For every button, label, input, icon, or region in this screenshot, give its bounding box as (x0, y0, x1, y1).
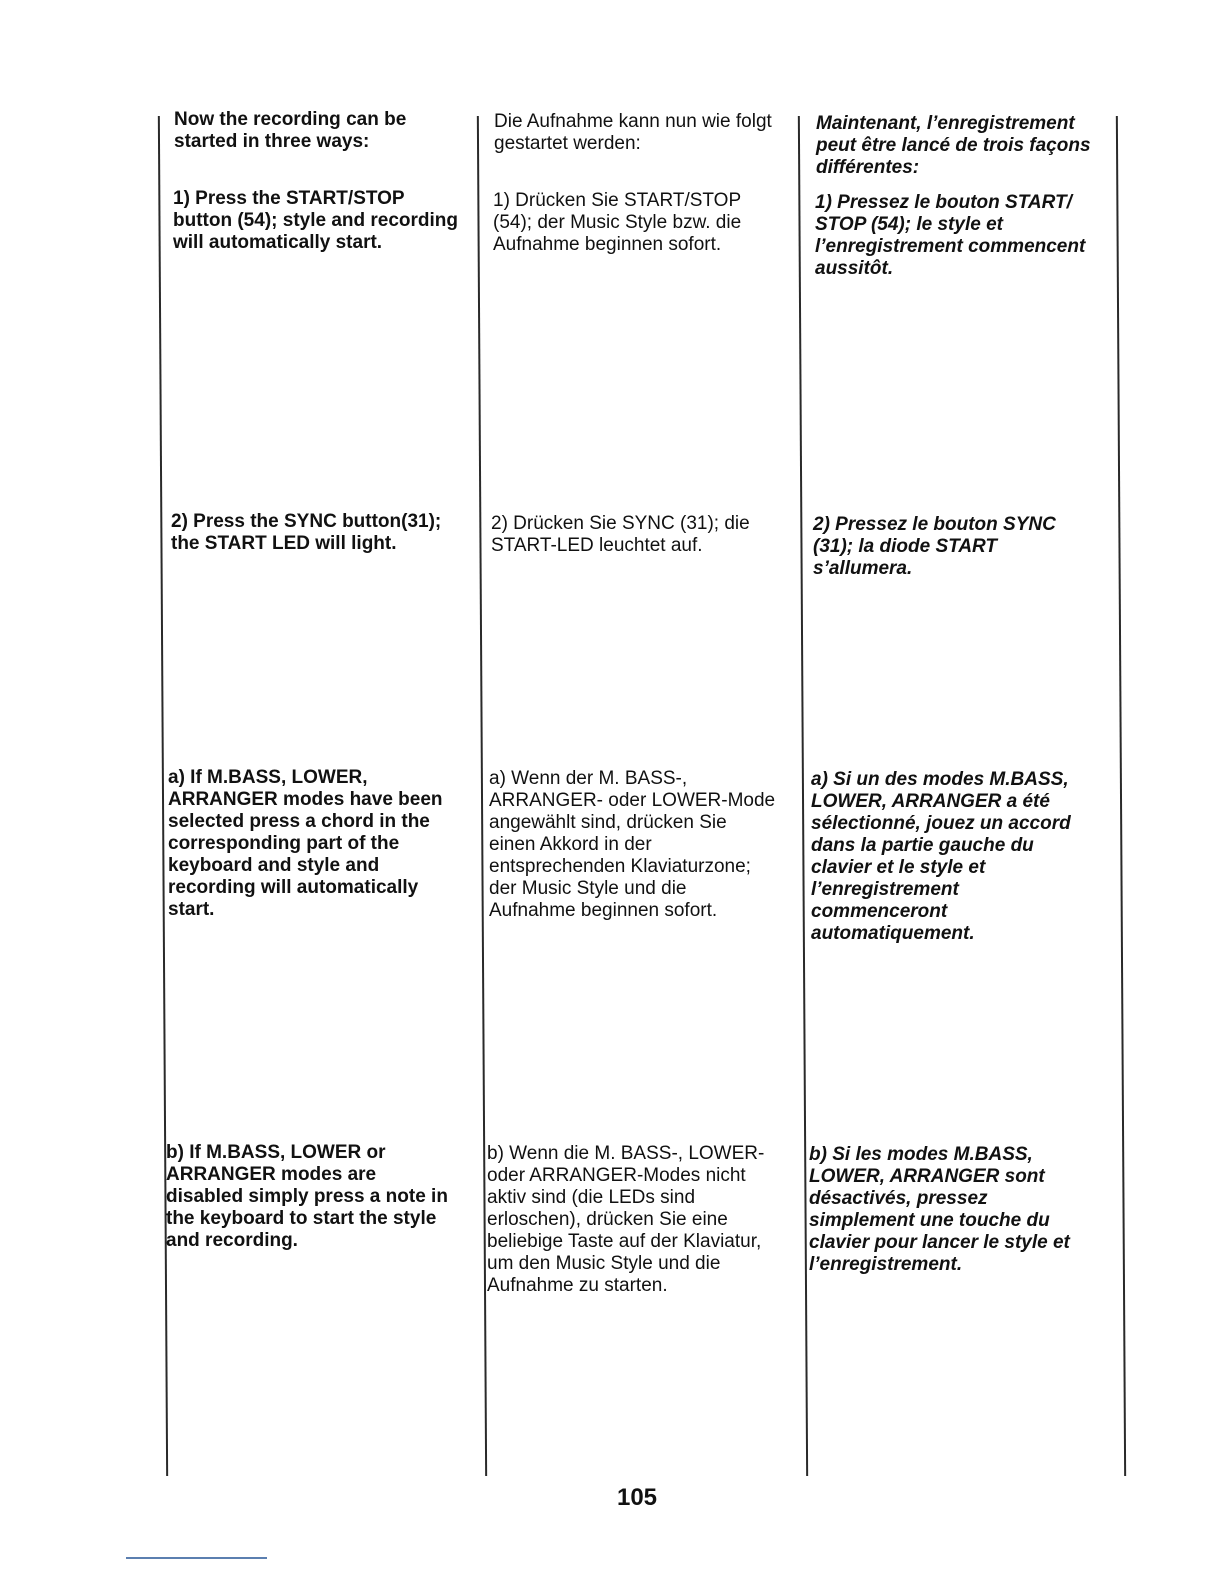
german-step-2: 2) Drücken Sie SYNC (31); die START-LED leuchtet auf. (491, 513, 750, 556)
footer-rule (126, 1557, 267, 1559)
page-number: 105 (616, 1484, 658, 1511)
german-step-2a: a) Wenn der M. BASS-, ARRANGER- oder LOWER-Mode angewählt sind, drücken Sie einen Akkord in der entsprechenden Klaviaturzone; der Music Style und die Aufnahme beginnen sofort. (489, 768, 776, 921)
column-divider-outer (1116, 116, 1126, 1476)
french-step-1: 1) Pressez le bouton START/ STOP (54); le style et l’enregistrement commencent aussitôt. (815, 192, 1086, 279)
german-step-2b: b) Wenn die M. BASS-, LOWER- oder ARRANGER-Modes nicht aktiv sind (die LEDs sind erloschen), drücken Sie eine beliebige Taste auf der Klaviatur, um den Music Style und die Aufnahme zu starten. (487, 1143, 765, 1296)
english-step-1: 1) Press the START/STOP button (54); style and recording will automatically start. (173, 188, 459, 253)
french-step-2b: b) Si les modes M.BASS, LOWER, ARRANGER sont désactivés, pressez simplement une touche du clavier pour lancer le style et l’enregistrement. (809, 1144, 1070, 1275)
english-step-2b: b) If M.BASS, LOWER or ARRANGER modes are disabled simply press a note in the keyboard to start the style and recording. (166, 1142, 448, 1251)
english-step-2a: a) If M.BASS, LOWER, ARRANGER modes have been selected press a chord in the corresponding part of the keyboard and style and recording will automatically start. (168, 767, 443, 920)
french-intro: Maintenant, l’enregistrement peut être lancé de trois façons différentes: (816, 113, 1091, 178)
french-step-2a: a) Si un des modes M.BASS, LOWER, ARRANGER a été sélectionné, jouez un accord dans la partie gauche du clavier et le style et l’enregistrement commenceront automatiquement. (811, 769, 1071, 944)
column-divider-right (798, 116, 808, 1476)
english-step-2: 2) Press the SYNC button(31); the START LED will light. (171, 511, 442, 554)
column-divider-middle (477, 116, 487, 1476)
english-intro: Now the recording can be started in three ways: (174, 109, 407, 152)
french-step-2: 2) Pressez le bouton SYNC (31); la diode START s’allumera. (813, 514, 1056, 579)
german-intro: Die Aufnahme kann nun wie folgt gestartet werden: (494, 111, 772, 154)
column-divider-left (158, 116, 168, 1476)
german-step-1: 1) Drücken Sie START/STOP (54); der Music Style bzw. die Aufnahme beginnen sofort. (493, 190, 742, 255)
